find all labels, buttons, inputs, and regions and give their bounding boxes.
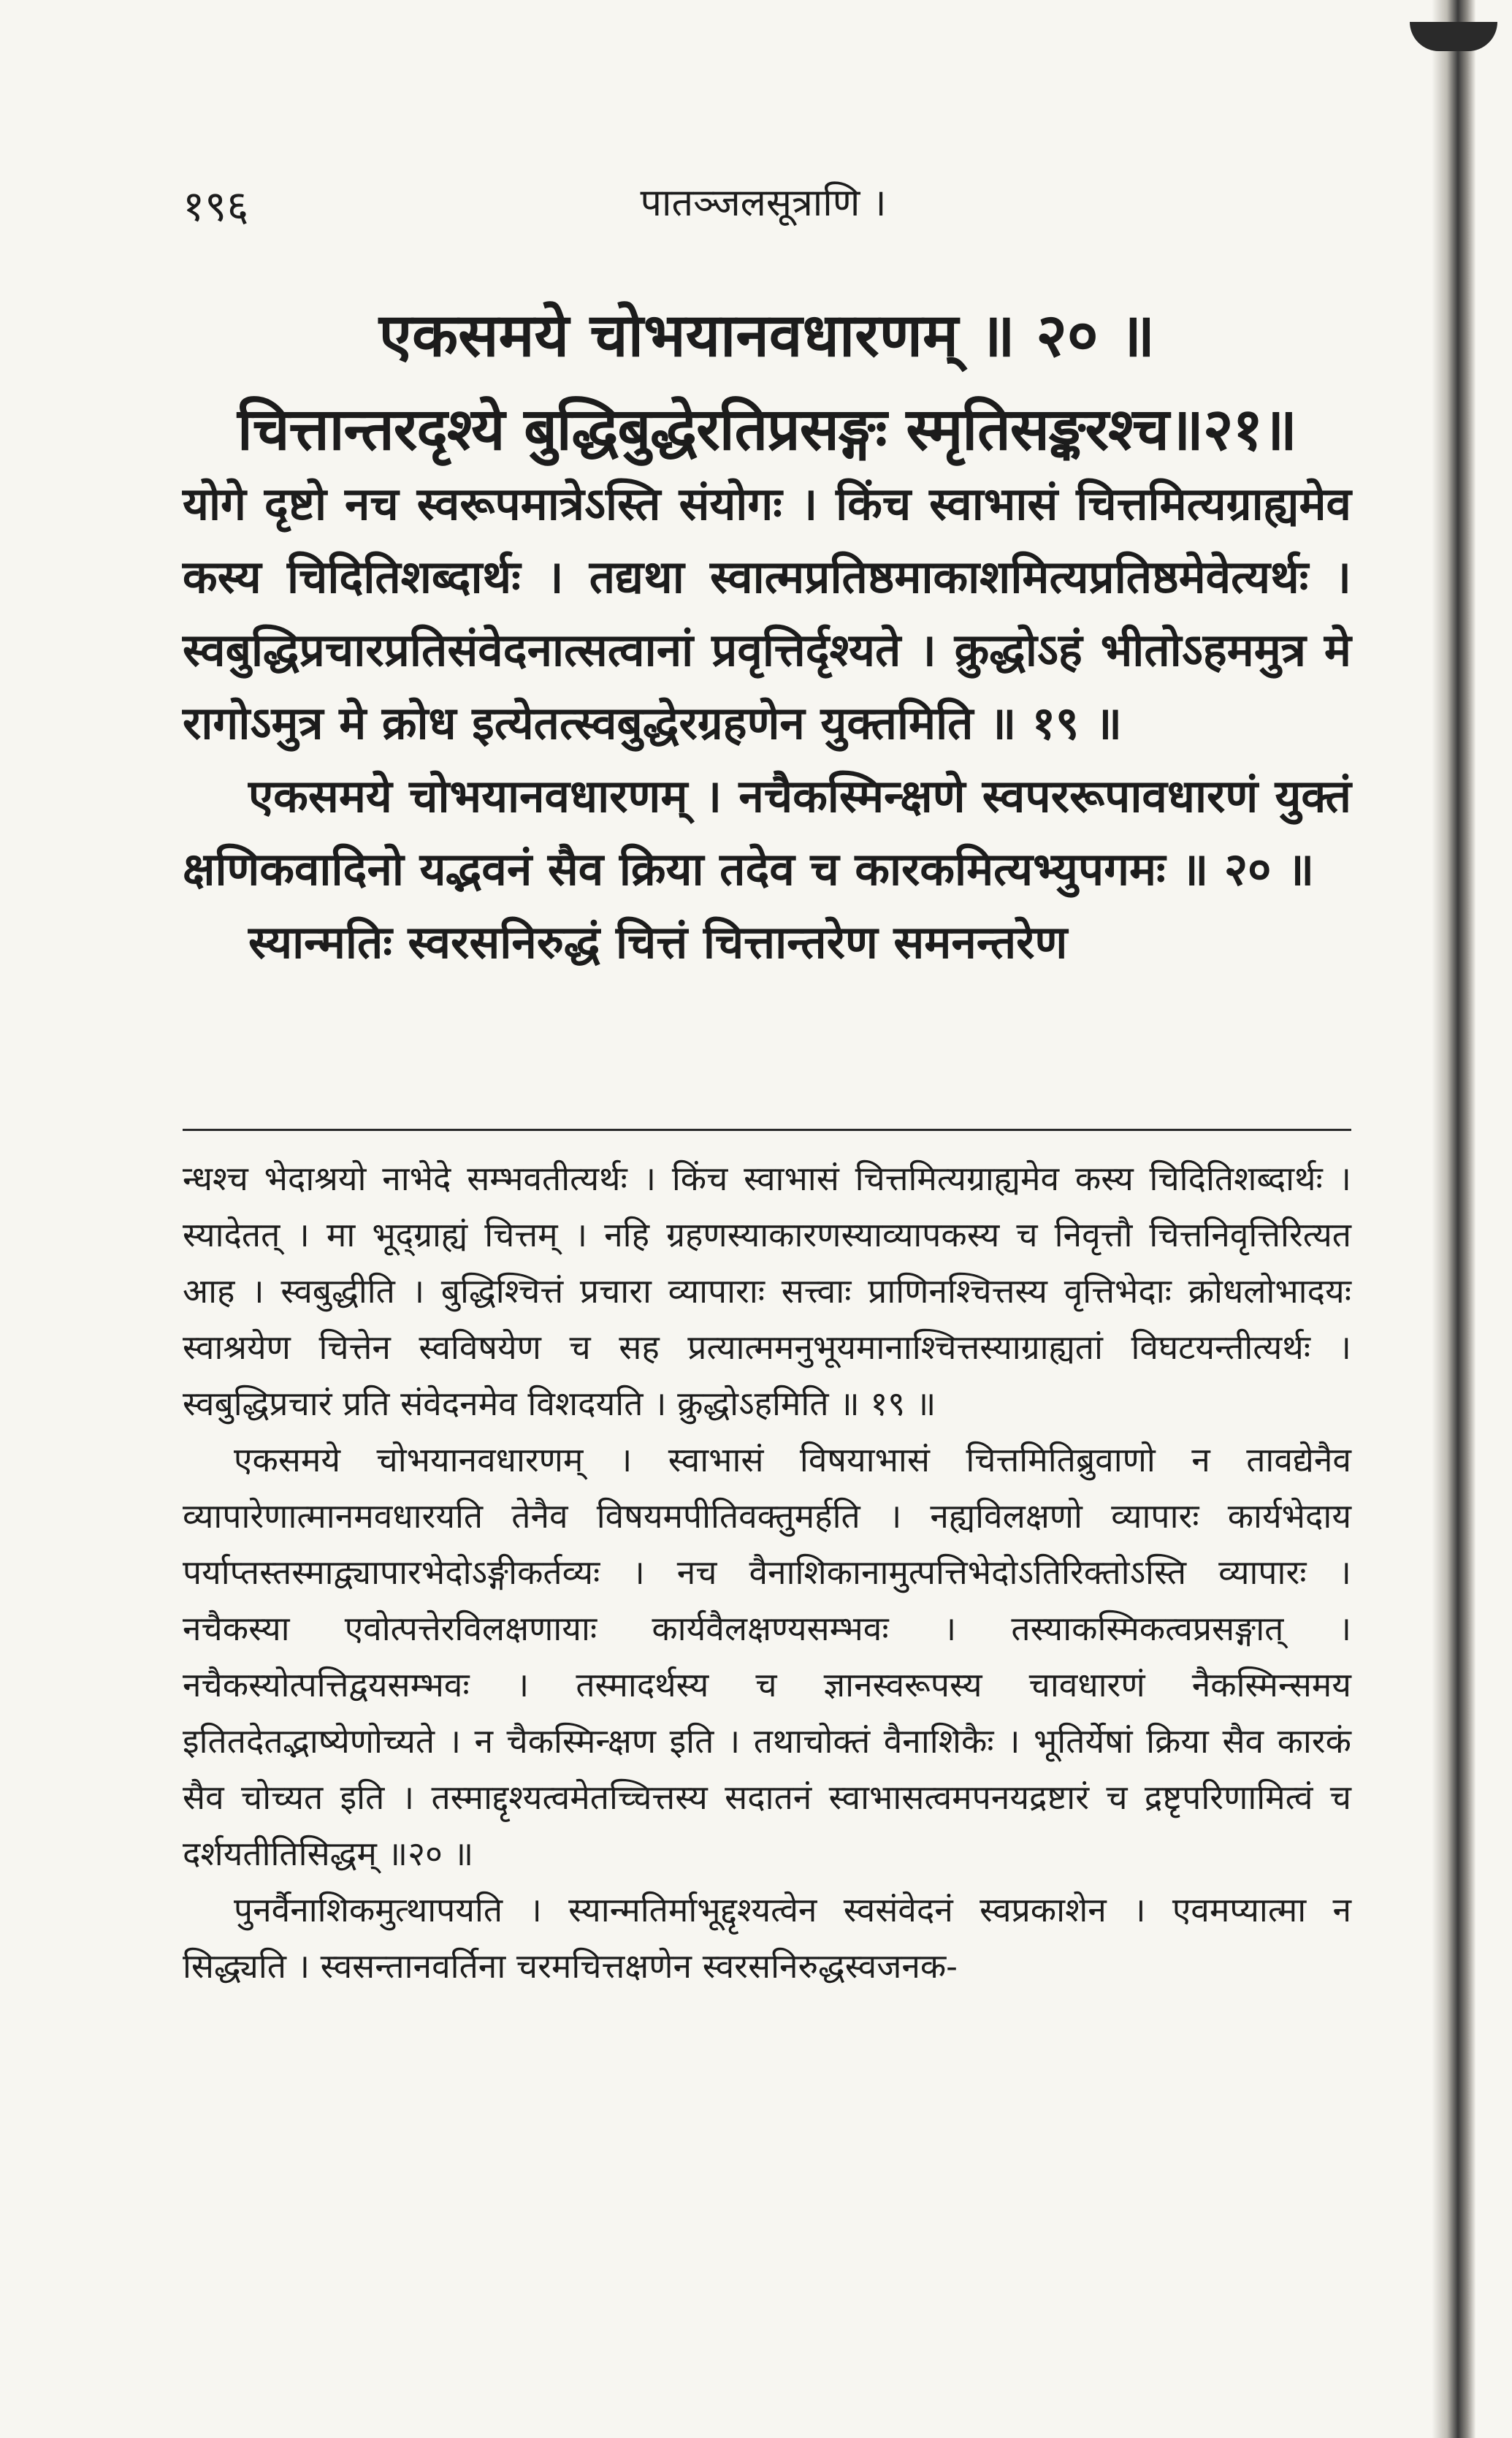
- page-header: [183, 175, 1344, 234]
- book-binding-edge: [1432, 0, 1475, 2438]
- sutra-21: चित्तान्तरदृश्ये बुद्धिबुद्धेरतिप्रसङ्गः स्मृतिसङ्करश्च॥२१॥: [237, 395, 1297, 463]
- tika-paragraph: एकसमये चोभयानवधारणम् । स्वाभासं विषयाभासं चित्तमितिब्रुवाणो न तावद्येनैव व्यापारेणात्मानमवधारयति तेनैव विषयमपीतिवक्तुमर्हति । नह्यविलक्षणो व्यापारः कार्यभेदाय पर्याप्तस्तस्माद्व्यापारभेदोऽङ्गीकर्तव्यः । नच वैनाशिकानामुत्पत्तिभेदोऽतिरिक्तोऽस्ति व्यापारः । नचैकस्या एवोत्पत्तेरविलक्षणायाः कार्यवैलक्षण्यसम्भवः । तस्याकस्मिकत्वप्रसङ्गात् । नचैकस्योत्पत्तिद्वयसम्भवः । तस्मादर्थस्य च ज्ञानस्वरूपस्य चावधारणं नैकस्मिन्समय इतितदेतद्भाष्येणोच्यते । न चैकस्मिन्क्षण इति । तथाचोक्तं वैनाशिकैः । भूतिर्येषां क्रिया सैव कारकं सैव चोच्यत इति । तस्माद्दृश्यत्वमेतच्चित्तस्य सदातनं स्वाभासत्वमपनयद्रष्टारं च द्रष्टृपरिणामित्वं च दर्शयतीतिसिद्धम् ॥२० ॥: [183, 1440, 1351, 1873]
- tika-commentary: [183, 1151, 1351, 1995]
- bhasya-paragraph: स्यान्मतिः स्वरसनिरुद्धं चित्तं चित्तान्तरेण समनन्तरेण: [248, 915, 1068, 969]
- bhasya-commentary: [183, 468, 1351, 979]
- section-divider: [183, 1129, 1351, 1131]
- bhasya-paragraph: योगे दृष्टो नच स्वरूपमात्रेऽस्ति संयोगः । किंच स्वाभासं चित्तमित्यग्राह्यमेव कस्य चिदितिशब्दार्थः । तद्यथा स्वात्मप्रतिष्ठमाकाशमित्यप्रतिष्ठमेवेत्यर्थः । स्वबुद्धिप्रचारप्रतिसंवेदनात्सत्वानां प्रवृत्तिर्दृश्यते । क्रुद्धोऽहं भीतोऽहममुत्र मे रागोऽमुत्र मे क्रोध इत्येतत्स्वबुद्धेरग्रहणेन युक्तमिति ॥ १९ ॥: [183, 477, 1351, 750]
- bhasya-paragraph: एकसमये चोभयानवधारणम् । नचैकस्मिन्क्षणे स्वपररूपावधारणं युक्तं क्षणिकवादिनो यद्भवनं सैव क्रिया तदेव च कारकमित्यभ्युपगमः ॥ २० ॥: [183, 769, 1351, 896]
- running-title: पातञ्जलसूत्राणि ।: [640, 181, 887, 225]
- sutra-20: एकसमये चोभयानवधारणम् ॥ २० ॥: [378, 300, 1156, 370]
- binding-clip: [1410, 22, 1497, 51]
- tika-paragraph: न्धश्च भेदाश्रयो नाभेदे सम्भवतीत्यर्थः । किंच स्वाभासं चित्तमित्यग्राह्यमेव कस्य चिदितिशब्दार्थः । स्यादेतत् । मा भूद्ग्राह्यं चित्तम् । नहि ग्रहणस्याकारणस्याव्यापकस्य च निवृत्तौ चित्तनिवृत्तिरित्यत आह । स्वबुद्धीति । बुद्धिश्चित्तं प्रचारा व्यापाराः सत्त्वाः प्राणिनश्चित्तस्य वृत्तिभेदाः क्रोधलोभादयः स्वाश्रयेण चित्तेन स्वविषयेण च सह प्रत्यात्ममनुभूयमानाश्चित्तस्याग्राह्यतां विघटयन्तीत्यर्थः । स्वबुद्धिप्रचारं प्रति संवेदनमेव विशदयति । क्रुद्धोऽहमिति ॥ १९ ॥: [183, 1159, 1351, 1423]
- tika-paragraph: पुनर्वैनाशिकमुत्थापयति । स्यान्मतिर्माभूद्दृश्यत्वेन स्वसंवेदनं स्वप्रकाशेन । एवमप्यात्मा न सिद्ध्यति । स्वसन्तानवर्तिना चरमचित्तक्षणेन स्वरसनिरुद्धस्वजनक-: [183, 1890, 1351, 1986]
- page-number: १९६: [183, 181, 249, 231]
